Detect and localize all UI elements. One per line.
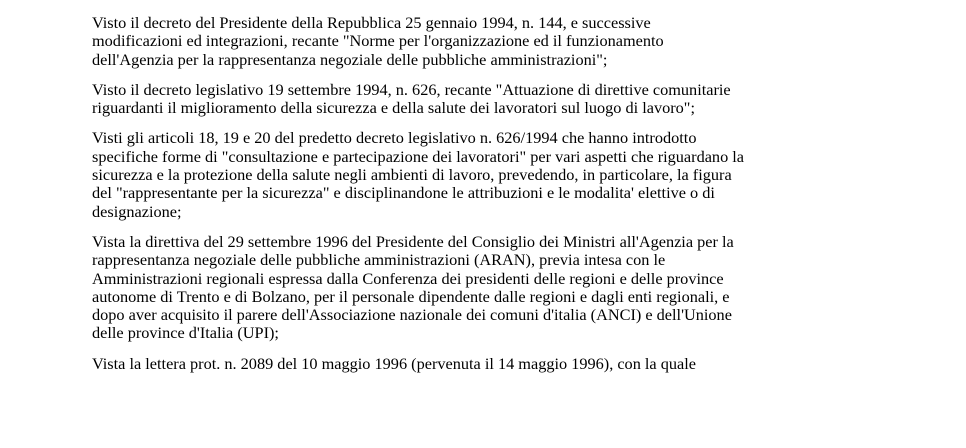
paragraph-dlgs-626-1994 [92,81,892,118]
text-line: rappresentanza negoziale delle pubbliche amministrazioni (ARAN), previa intesa con le [92,250,666,270]
text-line: Visto il decreto del Presidente della Repubblica 25 gennaio 1994, n. 144, e successive [92,13,651,32]
text-line: Vista la direttiva del 29 settembre 1996 del Presidente del Consiglio dei Ministri all'Agenzia per la [92,231,734,251]
text-line: designazione; [92,201,182,221]
paragraph-dpr-144-1994 [92,14,892,69]
text-line: del "rappresentante per la sicurezza" e disciplinandone le attribuzioni e le modalita' elettive o di [92,183,715,203]
text-line: Vista la lettera prot. n. 2089 del 10 maggio 1996 (pervenuta il 14 maggio 1996), con la quale [92,353,696,373]
text-line: delle province d'Italia (UPI); [92,323,279,343]
text-line: Amministrazioni regionali espressa dalla Conferenza dei presidenti delle regioni e delle province [92,268,724,288]
text-line: dell'Agenzia per la rappresentanza negoziale delle pubbliche amministrazioni"; [92,49,608,69]
document-body [92,14,892,385]
text-line: Visti gli articoli 18, 19 e 20 del predetto decreto legislativo n. 626/1994 che hanno introdotto [92,128,697,148]
paragraph-lettera-2089 [92,355,892,373]
text-line: specifiche forme di "consultazione e partecipazione dei lavoratori" per vari aspetti che riguardano la [92,146,745,166]
text-line: autonome di Trento e di Bolzano, per il personale dipendente dalle regioni e dagli enti regionali, e [92,286,730,306]
text-line: riguardanti il miglioramento della sicurezza e della salute dei lavoratori sul luogo di lavoro"; [92,98,695,118]
text-line: Visto il decreto legislativo 19 settembre 1994, n. 626, recante "Attuazione di direttive comunitarie [92,79,731,99]
paragraph-articoli-18-19-20 [92,129,892,220]
text-line: modificazioni ed integrazioni, recante "Norme per l'organizzazione ed il funzionamento [92,31,664,51]
paragraph-direttiva-1996 [92,233,892,343]
text-line: dopo aver acquisito il parere dell'Associazione nazionale dei comuni d'italia (ANCI) e dell'Unione [92,305,732,325]
text-line: sicurezza e la protezione della salute negli ambienti di lavoro, prevedendo, in particolare, la figura [92,165,732,185]
